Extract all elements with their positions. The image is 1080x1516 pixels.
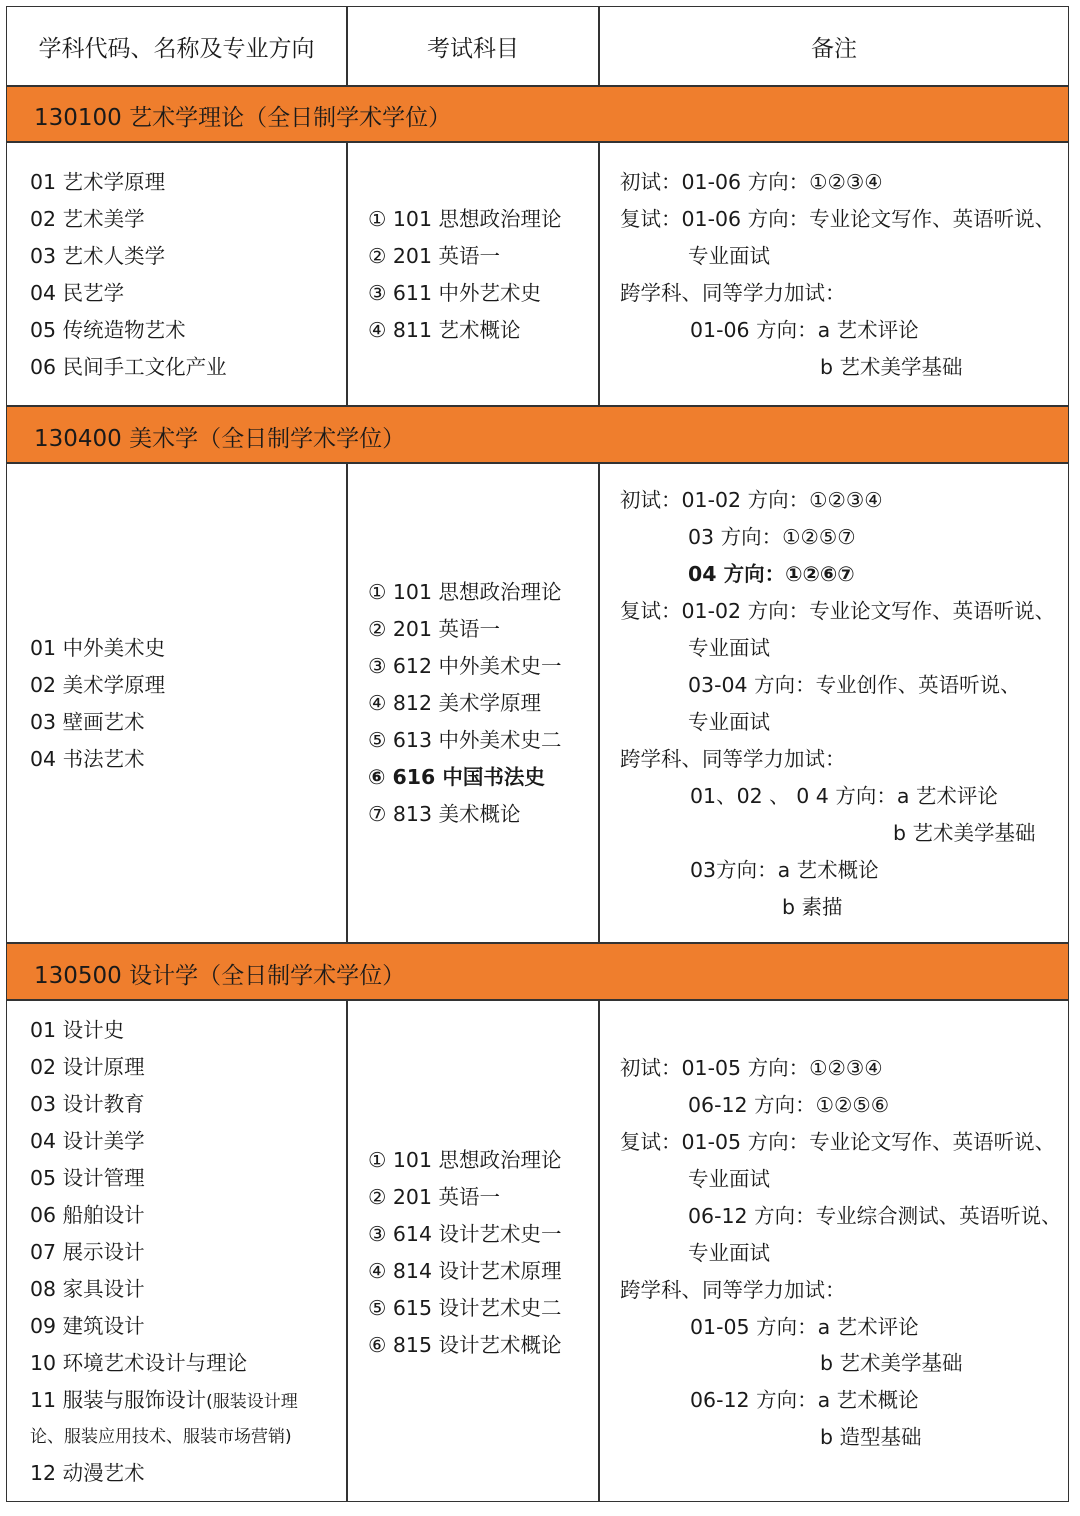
column-divider bbox=[346, 462, 348, 943]
direction-item: 03 设计教育 bbox=[30, 1092, 145, 1116]
direction-item: 04 书法艺术 bbox=[30, 747, 145, 771]
row-divider bbox=[6, 405, 1069, 407]
direction-item bbox=[30, 1385, 298, 1417]
row-divider bbox=[6, 999, 1069, 1001]
section-title: 130100 艺术学理论（全日制学术学位） bbox=[34, 105, 452, 131]
direction-item: 05 传统造物艺术 bbox=[30, 318, 186, 342]
direction-item: 07 展示设计 bbox=[30, 1240, 145, 1264]
header-remarks: 备注 bbox=[811, 36, 857, 62]
note-line: b 艺术美学基础 bbox=[820, 355, 963, 379]
note-line: 跨学科、同等学力加试： bbox=[620, 747, 846, 771]
note-line: 03-04 方向：专业创作、英语听说、 bbox=[688, 673, 1021, 697]
direction-item-label: 11 服装与服饰设计 bbox=[30, 1388, 207, 1412]
note-line: 复试：01-05 方向：专业论文写作、英语听说、 bbox=[620, 1130, 1056, 1154]
note-line: b 艺术美学基础 bbox=[893, 821, 1036, 845]
note-line: 06-12 方向：专业综合测试、英语听说、 bbox=[688, 1204, 1062, 1228]
subject-item: ④ 814 设计艺术原理 bbox=[368, 1259, 562, 1283]
direction-item: 03 艺术人类学 bbox=[30, 244, 166, 268]
row-divider bbox=[6, 942, 1069, 944]
section-title: 130400 美术学（全日制学术学位） bbox=[34, 426, 406, 452]
row-divider bbox=[6, 85, 1069, 87]
note-line: 初试：01-02 方向：①②③④ bbox=[620, 488, 883, 512]
subject-item: ③ 612 中外美术史一 bbox=[368, 654, 562, 678]
direction-item: 04 设计美学 bbox=[30, 1129, 145, 1153]
column-divider bbox=[598, 999, 600, 1502]
direction-item: 05 设计管理 bbox=[30, 1166, 145, 1190]
column-divider bbox=[346, 999, 348, 1502]
note-line: 复试：01-02 方向：专业论文写作、英语听说、 bbox=[620, 599, 1056, 623]
note-line: 复试：01-06 方向：专业论文写作、英语听说、 bbox=[620, 207, 1056, 231]
column-divider bbox=[598, 462, 600, 943]
note-line: b 造型基础 bbox=[820, 1425, 922, 1449]
note-line: 03 方向：①②⑤⑦ bbox=[688, 525, 856, 549]
subject-item: ⑤ 613 中外美术史二 bbox=[368, 728, 562, 752]
direction-item-note: (服装设计理 bbox=[206, 1392, 298, 1412]
note-line: b 艺术美学基础 bbox=[820, 1351, 963, 1375]
note-line: b 素描 bbox=[782, 895, 843, 919]
header-discipline: 学科代码、名称及专业方向 bbox=[38, 36, 315, 62]
direction-item: 08 家具设计 bbox=[30, 1277, 145, 1301]
section-title: 130500 设计学（全日制学术学位） bbox=[34, 963, 406, 989]
direction-item: 04 民艺学 bbox=[30, 281, 125, 305]
note-line: 06-12 方向：①②⑤⑥ bbox=[688, 1093, 890, 1117]
note-line: 专业面试 bbox=[688, 244, 770, 268]
row-divider bbox=[6, 141, 1069, 143]
subject-item: ⑦ 813 美术概论 bbox=[368, 802, 521, 826]
note-line: 跨学科、同等学力加试： bbox=[620, 281, 846, 305]
subject-item: ② 201 英语一 bbox=[368, 617, 501, 641]
direction-item: 10 环境艺术设计与理论 bbox=[30, 1351, 248, 1375]
subject-item: ③ 614 设计艺术史一 bbox=[368, 1222, 562, 1246]
note-line: 专业面试 bbox=[688, 710, 770, 734]
subject-item: ① 101 思想政治理论 bbox=[368, 1148, 562, 1172]
note-line: 初试：01-05 方向：①②③④ bbox=[620, 1056, 883, 1080]
direction-item: 06 民间手工文化产业 bbox=[30, 355, 227, 379]
note-line: 专业面试 bbox=[688, 636, 770, 660]
header-exam-subjects: 考试科目 bbox=[427, 36, 519, 62]
subject-item: ③ 611 中外艺术史 bbox=[368, 281, 542, 305]
subject-item: ⑤ 615 设计艺术史二 bbox=[368, 1296, 562, 1320]
subject-item: ④ 811 艺术概论 bbox=[368, 318, 521, 342]
direction-item-note-cont: 论、服装应用技术、服装市场营销) bbox=[30, 1427, 292, 1447]
note-line: 01-05 方向：a 艺术评论 bbox=[690, 1315, 919, 1339]
subject-item: ② 201 英语一 bbox=[368, 1185, 501, 1209]
subject-item: ② 201 英语一 bbox=[368, 244, 501, 268]
direction-item: 09 建筑设计 bbox=[30, 1314, 145, 1338]
note-line: 跨学科、同等学力加试： bbox=[620, 1278, 846, 1302]
note-line: 专业面试 bbox=[688, 1241, 770, 1265]
note-line: 01、02 、 0 4 方向：a 艺术评论 bbox=[690, 784, 998, 808]
note-line: 04 方向：①②⑥⑦ bbox=[688, 562, 855, 586]
column-divider bbox=[598, 141, 600, 406]
direction-item: 01 中外美术史 bbox=[30, 636, 166, 660]
direction-item: 01 设计史 bbox=[30, 1018, 125, 1042]
note-line: 01-06 方向：a 艺术评论 bbox=[690, 318, 919, 342]
subject-item: ① 101 思想政治理论 bbox=[368, 580, 562, 604]
direction-item: 01 艺术学原理 bbox=[30, 170, 166, 194]
note-line: 03方向：a 艺术概论 bbox=[690, 858, 879, 882]
direction-item: 02 艺术美学 bbox=[30, 207, 145, 231]
subject-item: ⑥ 616 中国书法史 bbox=[368, 765, 545, 789]
direction-item: 12 动漫艺术 bbox=[30, 1461, 145, 1485]
direction-item: 06 船舶设计 bbox=[30, 1203, 145, 1227]
subject-item: ④ 812 美术学原理 bbox=[368, 691, 542, 715]
direction-item: 02 美术学原理 bbox=[30, 673, 166, 697]
note-line: 初试：01-06 方向：①②③④ bbox=[620, 170, 883, 194]
note-line: 专业面试 bbox=[688, 1167, 770, 1191]
direction-item: 02 设计原理 bbox=[30, 1055, 145, 1079]
row-divider bbox=[6, 462, 1069, 464]
subject-item: ⑥ 815 设计艺术概论 bbox=[368, 1333, 562, 1357]
direction-item: 03 壁画艺术 bbox=[30, 710, 145, 734]
subject-item: ① 101 思想政治理论 bbox=[368, 207, 562, 231]
column-divider bbox=[346, 141, 348, 406]
note-line: 06-12 方向：a 艺术概论 bbox=[690, 1388, 919, 1412]
